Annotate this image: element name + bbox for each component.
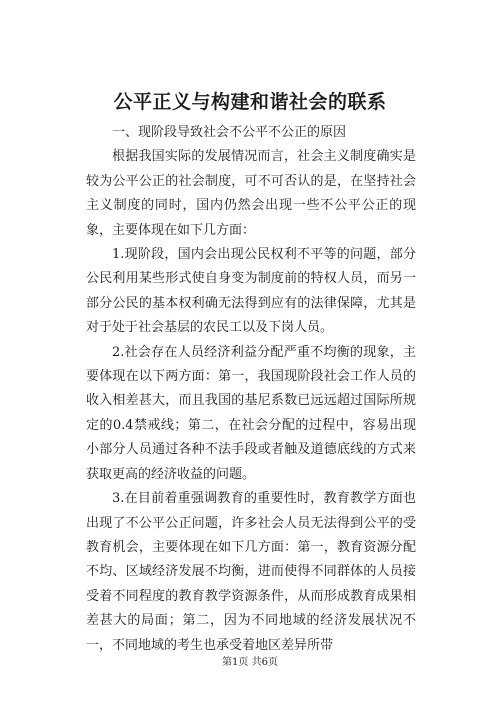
paragraph-item-3: 3.在目前着重强调教育的重要性时，教育教学方面也出现了不公平公正问题，许多社会人员无法得到公平的受教育机会，主要体现在如下几方面：第一，教育资源分配不均、区域经济发展不均衡，进而使得不同群体的人员接受着不同程度的教育教学资源条件，从而形成教育成果相差甚大的局面；第二，因为不同地域的经济发展状况不一，不同地域的考生也承受着地区差异所带 bbox=[86, 491, 416, 653]
paragraph-item-2: 2.社会存在人员经济利益分配严重不均衡的现象，主要体现在以下两方面：第一，我国现阶段社会工作人员的收入相差甚大，而且我国的基尼系数已远远超过国际所规定的0.4禁戒线；第二，在社会分配的过程中，容易出现小部分人员通过各种不法手段或者触及道德底线的方式来获取更高的经济收益的问题。 bbox=[86, 344, 416, 482]
page-footer: 第1页 共6页 bbox=[222, 657, 278, 668]
document-title: 公平正义与构建和谐社会的联系 bbox=[113, 91, 387, 113]
document-body bbox=[86, 121, 416, 658]
paragraph-intro: 根据我国实际的发展情况而言，社会主义制度确实是较为公平公正的社会制度，可不可否认的是，在坚持社会主义制度的同时，国内仍然会出现一些不公平公正的现象，主要体现在如下几方面： bbox=[86, 149, 416, 238]
section-heading: 一、现阶段导致社会不公平不公正的原因 bbox=[112, 125, 347, 140]
paragraph-item-1: 1.现阶段，国内会出现公民权利不平等的问题，部分公民利用某些形式使自身变为制度前的特权人员，而另一部分公民的基本权利确无法得到应有的法律保障，尤其是对于处于社会基层的农民工以及下岗人员。 bbox=[86, 247, 416, 336]
